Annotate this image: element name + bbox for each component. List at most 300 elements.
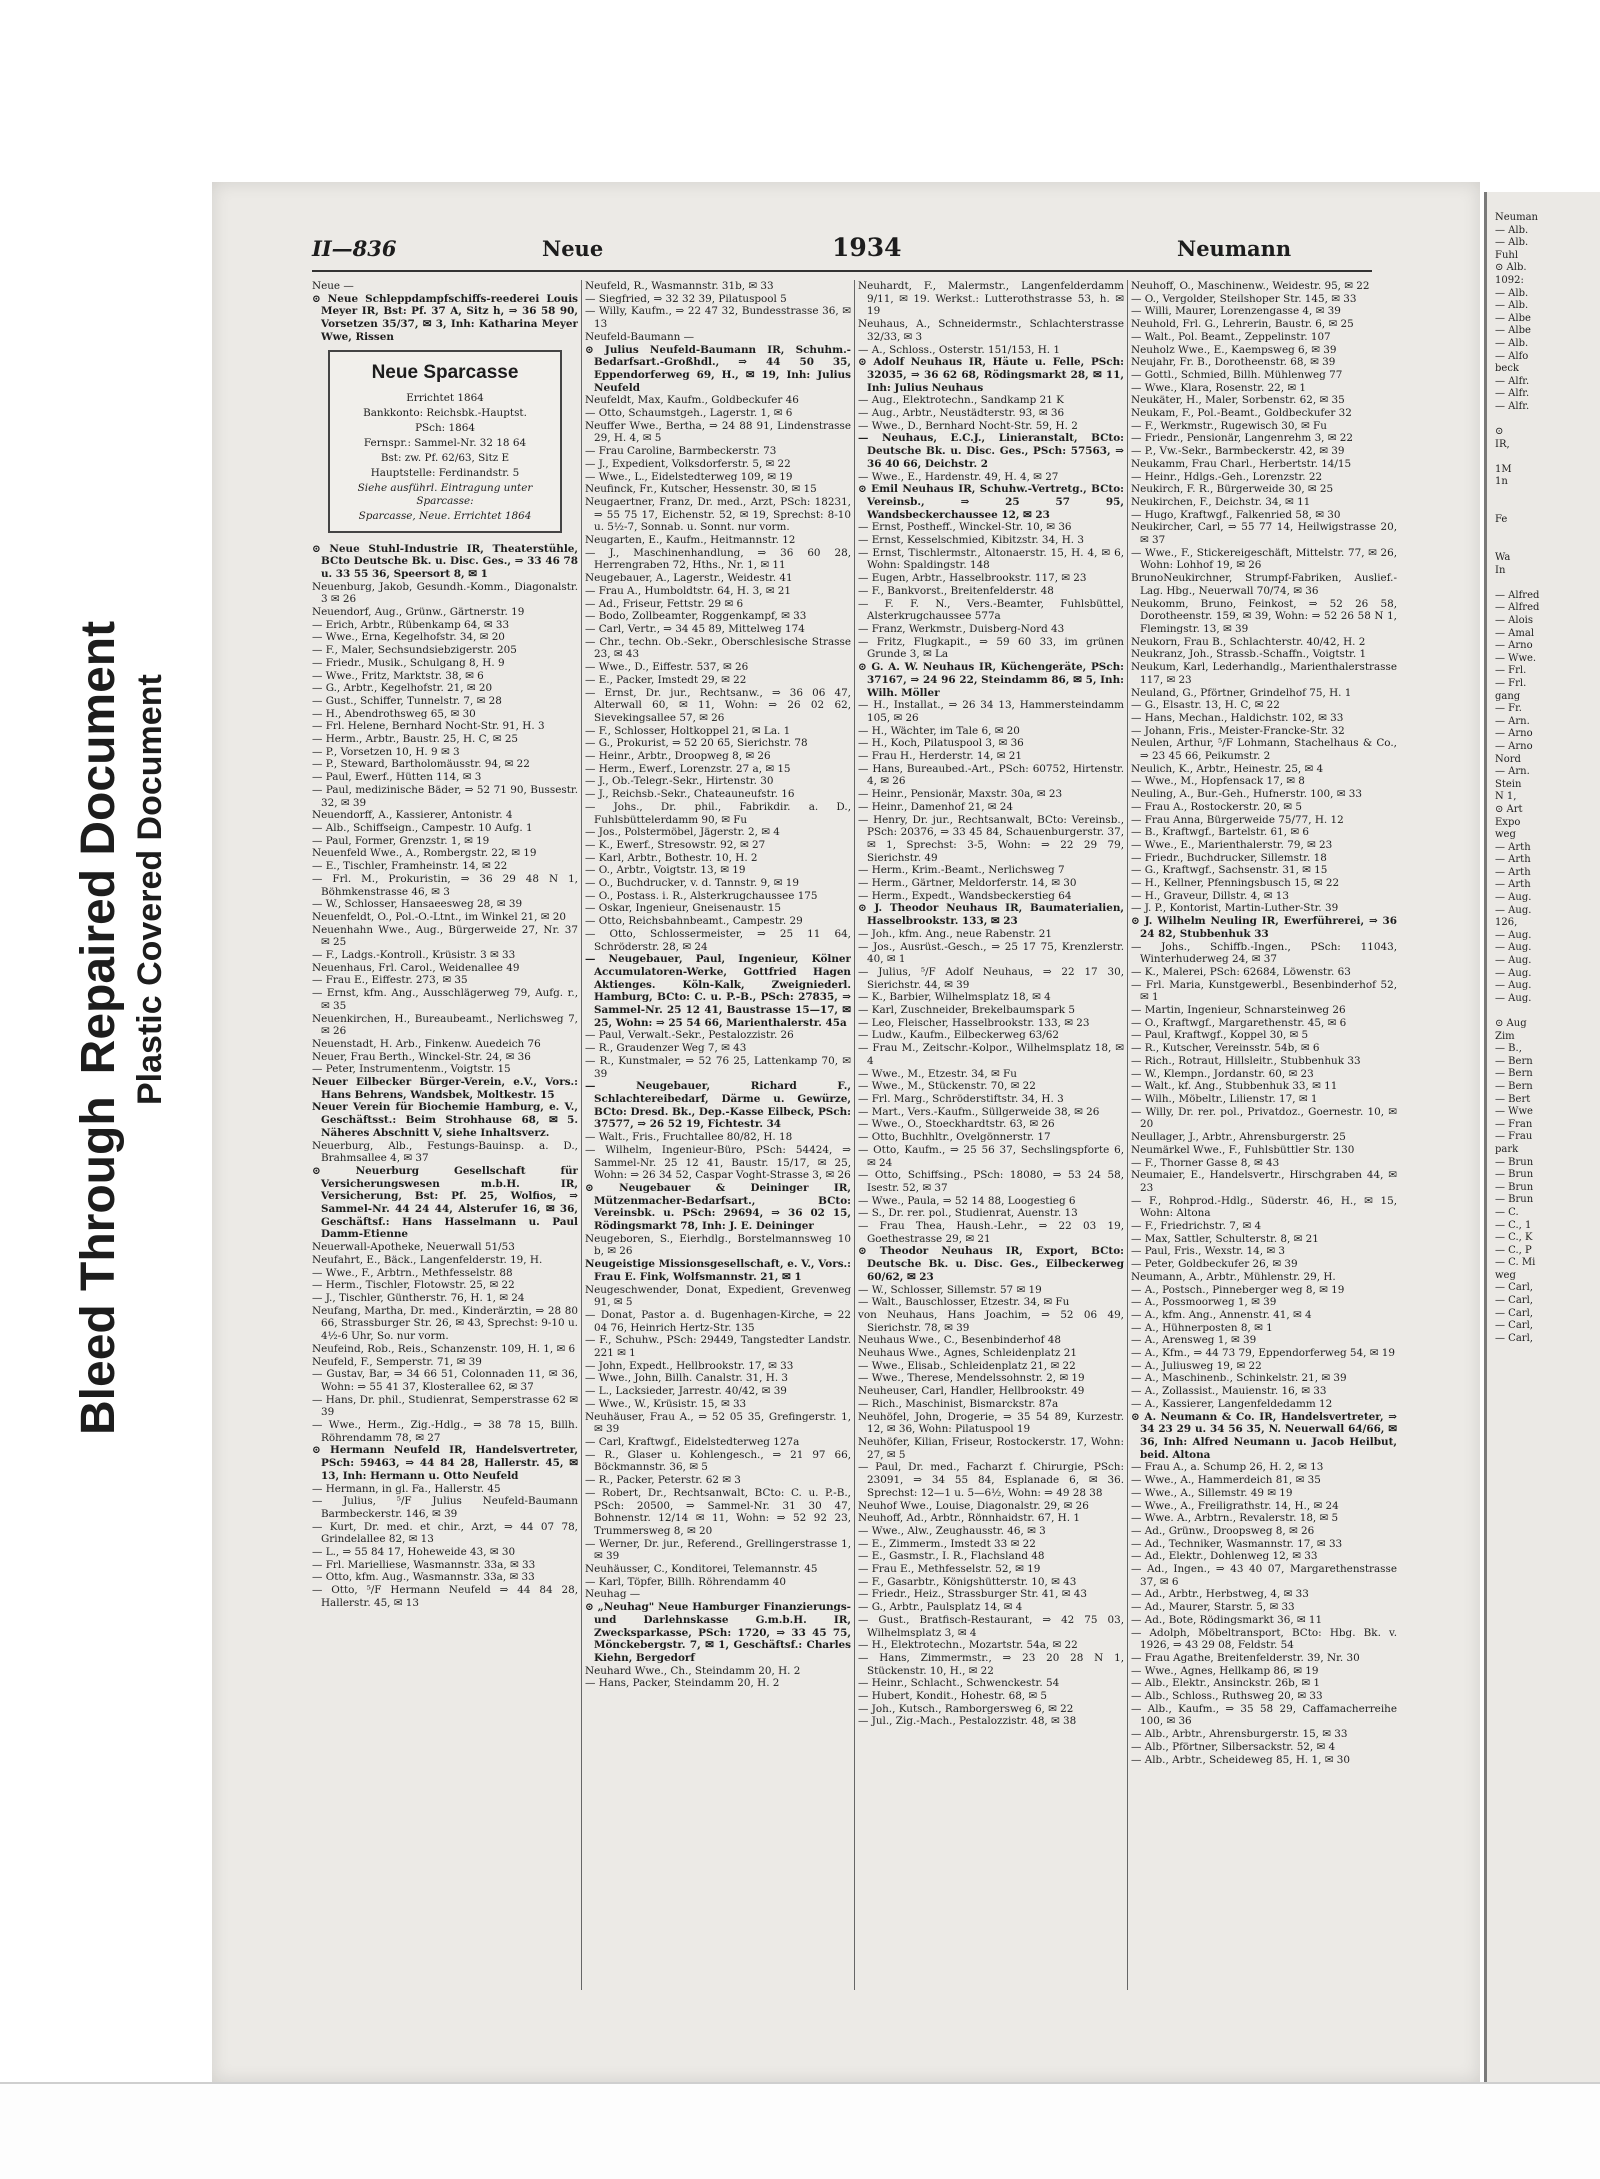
directory-entry: — A., Kfm., ⇒ 44 73 79, Eppendorferweg 54, ✉ 19 — [1131, 1347, 1395, 1360]
directory-entry: — Wwe., E., Hardenstr. 49, H. 4, ✉ 27 — [858, 470, 1059, 483]
adjacent-page-line: park — [1495, 1143, 1519, 1155]
directory-entry: ⊙ Neuerburg Gesellschaft für Versicherungswesen m.b.H. IR, Versicherung, Bst: Pf. 25, Wolfios, ⇒ Sammel-Nr. 44 24 44, Alsterufer 16, ✉ 36, Geschäftsf.: Hans Hasselmann u. Paul Damm-Etienne — [312, 1164, 578, 1241]
directory-entry: — F., Bankvorst., Breitenfelderstr. 48 — [858, 584, 1054, 597]
directory-entry: — Otto, Schiffsing., PSch: 18080, ⇒ 53 24 58, Isestr. 52, ✉ 37 — [858, 1169, 1124, 1194]
directory-entry: — Bodo, Zollbeamter, Roggenkampf, ✉ 33 — [585, 610, 807, 623]
directory-entry: — Siegfried, ⇒ 32 32 39, Pilatuspool 5 — [585, 292, 787, 305]
adjacent-page-line: — C., 1 — [1495, 1219, 1532, 1231]
directory-entry: Neuhold, Frl. G., Lehrerin, Baustr. 6, ✉ 25 — [1131, 318, 1354, 331]
directory-entry: — Karl, Zuschneider, Brekelbaumspark 5 — [858, 1004, 1075, 1017]
directory-entry: — F., Maler, Sechsundsiebzigerstr. 205 — [312, 644, 517, 657]
directory-entry: — Frau Thea, Haush.-Lehr., ⇒ 22 03 19, Goethestrasse 29, ✉ 21 — [858, 1220, 1124, 1245]
overlay-line-1 — [70, 495, 128, 1435]
directory-entry: — P., Steward, Bartholomäusstr. 94, ✉ 22 — [312, 758, 530, 771]
directory-entry: — O., Postass. i. R., Alsterkrugchaussee 175 — [585, 889, 818, 902]
directory-entry: — E., Zimmerm., Imstedt 33 ✉ 22 — [858, 1537, 1036, 1550]
overlay-plastic-covered: Plastic Covered Document — [131, 674, 169, 1105]
directory-entry: — Ludw., Kaufm., Eilbeckerweg 63/62 — [858, 1029, 1059, 1042]
adjacent-page-line: — Frau — [1495, 1131, 1533, 1143]
directory-entry: Neuenfeld Wwe., A., Rombergstr. 22, ✉ 19 — [312, 847, 537, 860]
sparcasse-advert-box — [328, 350, 562, 533]
directory-entry: — Heinr., Damenhof 21, ✉ 24 — [858, 800, 1014, 813]
directory-entry: — J. P., Kontorist, Martin-Luther-Str. 39 — [1131, 902, 1339, 915]
directory-entry: — F., Schuhw., PSch: 29449, Tangstedter Landstr. 221 ✉ 1 — [585, 1334, 851, 1360]
directory-entry: — Peter, Instrumentenm., Voigtstr. 15 — [312, 1063, 511, 1076]
advert-line: Bst: zw. Pf. 62/63, Sitz E — [380, 451, 510, 464]
directory-entry: — Frau A., Rostockerstr. 20, ✉ 5 — [1131, 800, 1302, 813]
adjacent-page-line: beck — [1495, 363, 1519, 375]
directory-entry: — Alb., Elektr., Ansinckstr. 26b, ✉ 1 — [1131, 1677, 1321, 1690]
directory-entry: — Wwe., Agnes, Hellkamp 86, ✉ 19 — [1131, 1664, 1319, 1677]
adjacent-page-line: — Brun — [1495, 1181, 1534, 1193]
adjacent-page-line: — C. — [1495, 1206, 1519, 1218]
directory-entry: Neugeschwender, Donat, Expedient, Grevenweg 91, ✉ 5 — [585, 1283, 851, 1309]
directory-entry: — O., Vergolder, Steilshoper Str. 145, ✉ 33 — [1131, 292, 1357, 305]
directory-entry: — S., Dr. rer. pol., Studienrat, Auenstr. 13 — [858, 1207, 1078, 1220]
directory-entry: — Wwe., Fritz, Marktstr. 38, ✉ 6 — [312, 669, 484, 682]
adjacent-page-line: 1n — [1495, 476, 1508, 488]
directory-entry: — Otto, Schaumstgeh., Lagerstr. 1, ✉ 6 — [585, 407, 793, 420]
directory-entry: Neuhaus, A., Schneidermstr., Schlachterstrasse 32/33, ✉ 3 — [858, 318, 1124, 343]
directory-entry: — Paul, Ewerf., Hütten 114, ✉ 3 — [312, 771, 482, 784]
directory-entry: — Ad., Friseur, Fettstr. 29 ✉ 6 — [585, 597, 744, 610]
directory-entry: — Johs., Dr. phil., Fabrikdir. a. D., Fuhlsbüttelerdamm 90, ✉ Fu — [585, 800, 851, 826]
directory-entry: — Hans, Packer, Steindamm 20, H. 2 — [585, 1677, 780, 1690]
directory-entry: — G., Arbtr., Paulsplatz 14, ✉ 4 — [858, 1601, 1023, 1614]
adjacent-page-line: gang — [1495, 690, 1521, 702]
directory-entry: — Ernst, Kesselschmied, Kibitzstr. 34, H. 3 — [858, 534, 1085, 547]
directory-entry: — Heinr., Arbtr., Droopweg 8, ✉ 26 — [585, 750, 771, 763]
adjacent-page-line: In — [1495, 564, 1506, 576]
directory-entry: — Gust., Bratfisch-Restaurant, ⇒ 42 75 03, Wilhelmsplatz 3, ✉ 4 — [858, 1613, 1124, 1639]
directory-entry: — Wilh., Möbeltr., Lilienstr. 17, ✉ 1 — [1131, 1093, 1318, 1105]
directory-entry: — A., kfm. Ang., Annenstr. 41, ✉ 4 — [1131, 1308, 1312, 1321]
directory-entry: — Aug., Elektrotechn., Sandkamp 21 K — [858, 394, 1064, 407]
scan-bottom-margin — [0, 2082, 1600, 2179]
directory-entry: — A., Postsch., Pinneberger weg 8, ✉ 19 — [1131, 1283, 1345, 1296]
directory-entry: — Alb., Schloss., Ruthsweg 20, ✉ 33 — [1131, 1690, 1323, 1703]
directory-entry: Neuer, Frau Berth., Winckel-Str. 24, ✉ 36 — [312, 1050, 531, 1063]
directory-entry: Neuhöfer, Kilian, Friseur, Rostockerstr. 17, Wohn: 27, ✉ 5 — [858, 1435, 1124, 1461]
directory-entry: — Walt., Bauschlosser, Etzestr. 34, ✉ Fu — [858, 1296, 1070, 1309]
directory-entry: — Alb., Arbtr., Ahrensburgerstr. 15, ✉ 33 — [1131, 1728, 1348, 1741]
advert-line: Siehe ausführl. Eintragung unter Sparcasse: — [357, 481, 533, 507]
directory-entry: Neufeld, F., Semperstr. 71, ✉ 39 — [312, 1355, 482, 1368]
directory-entry: — F., Gasarbtr., Königshütterstr. 10, ✉ 43 — [858, 1575, 1077, 1588]
overlay-text — [70, 495, 172, 1435]
directory-entry: — Kurt, Dr. med. et chir., Arzt, ⇒ 44 07 78, Grindelallee 82, ✉ 13 — [312, 1520, 578, 1546]
directory-entry: — Paul, Verwalt.-Sekr., Pestalozzistr. 26 — [585, 1029, 794, 1042]
directory-entry: Neufeind, Rob., Reis., Schanzenstr. 109, H. 1, ✉ 6 — [312, 1342, 576, 1355]
directory-entry: — L., Lacksieder, Jarrestr. 40/42, ✉ 39 — [585, 1385, 787, 1398]
directory-entry: — Frau A., Humboldtstr. 64, H. 3, ✉ 21 — [585, 584, 792, 597]
adjacent-page-line: — Fr. — [1495, 703, 1522, 715]
directory-entry: — H., Koch, Pilatuspool 3, ✉ 36 — [858, 737, 1024, 750]
directory-entry: Neuling, A., Bur.-Geh., Hufnerstr. 100, ✉ 33 — [1131, 788, 1362, 801]
directory-entry: — P., Vw.-Sekr., Barmbeckerstr. 42, ✉ 39 — [1131, 445, 1345, 458]
directory-entry: — Wwe., Paula, ⇒ 52 14 88, Loogestieg 6 — [858, 1194, 1076, 1207]
adjacent-page-line — [1487, 539, 1600, 552]
directory-entry: Neufeld, R., Wasmannstr. 31b, ✉ 33 — [585, 280, 774, 292]
overlay-repaired: Repaired Document — [72, 620, 125, 1075]
directory-entry: Neuenhahn Wwe., Aug., Bürgerweide 27, Nr. 37 ✉ 25 — [312, 923, 578, 949]
adjacent-page-line: — Carl, — [1495, 1295, 1533, 1307]
adjacent-page-line: ⊙ Aug — [1495, 1018, 1527, 1029]
directory-entry: — Rich., Rotraut, Hillsleitr., Stubbenhuk 33 — [1131, 1054, 1361, 1067]
directory-entry: — Werner, Dr. jur., Referend., Grellingerstrasse 1, ✉ 39 — [585, 1537, 851, 1563]
directory-entry: — Frau M., Zeitschr.-Kolpor., Wilhelmsplatz 18, ✉ 4 — [858, 1042, 1124, 1067]
adjacent-page-line: — Brun — [1495, 1194, 1534, 1206]
directory-entry: — Walt., Pol. Beamt., Zeppelinstr. 107 — [1131, 330, 1331, 343]
directory-entry: — Karl, Arbtr., Bothestr. 10, H. 2 — [585, 851, 758, 864]
directory-entry: — Willi, Maurer, Lorenzengasse 4, ✉ 39 — [1131, 305, 1341, 318]
directory-entry: — Wwe., Klara, Rosenstr. 22, ✉ 1 — [1131, 381, 1307, 394]
directory-entry: Neumärkel Wwe., F., Fuhlsbüttler Str. 130 — [1131, 1143, 1355, 1156]
directory-entry: — Herm., Ewerf., Lorenzstr. 27 a, ✉ 15 — [585, 762, 791, 775]
overlay-bleed-through: Bleed Through — [72, 1096, 125, 1435]
directory-entry: — W., Klempn., Jordanstr. 60, ✉ 23 — [1131, 1067, 1314, 1080]
directory-entry: — Frl. Maria, Kunstgewerbl., Besenbinderhof 52, ✉ 1 — [1131, 978, 1397, 1004]
directory-entry: ⊙ Hermann Neufeld IR, Handelsvertreter, PSch: 59463, ⇒ 44 84 28, Hallerstr. 45, ✉ 13, Inh: Hermann u. Otto Neufeld — [312, 1444, 578, 1482]
adjacent-page-line: — Arn. — [1495, 715, 1530, 727]
advert-line: Errichtet 1864 — [406, 391, 484, 404]
directory-entry: — Wwe., M., Hopfensack 17, ✉ 8 — [1131, 775, 1305, 788]
directory-entry: — F. F. N., Vers.-Beamter, Fuhlsbüttel, Alsterkrugchaussee 577a — [858, 597, 1124, 623]
advert-title: Neue Sparcasse — [371, 361, 519, 383]
directory-entry: — Ad., Ingen., ⇒ 43 40 07, Margarethenstrasse 37, ✉ 6 — [1131, 1563, 1397, 1588]
directory-entry: — Wwe., Erna, Kegelhofstr. 34, ✉ 20 — [312, 631, 505, 644]
adjacent-page-line: N 1, — [1495, 791, 1517, 803]
directory-entry: — E., Packer, Imstedt 29, ✉ 22 — [585, 673, 747, 686]
directory-entry: ⊙ Theodor Neuhaus IR, Export, BCto: Deutsche Bk. u. Disc. Ges., Eilbeckerweg 60/62, ✉ 23 — [858, 1245, 1124, 1283]
directory-entry: — Wwe., Elisab., Schleidenplatz 21, ✉ 22 — [858, 1359, 1076, 1372]
directory-entry: Neujahr, Fr. B., Dorotheenstr. 68, ✉ 39 — [1131, 356, 1336, 369]
directory-entry: — G., Arbtr., Kegelhofstr. 21, ✉ 20 — [312, 682, 493, 695]
adjacent-page-line — [1487, 451, 1600, 464]
directory-entry: — Frau E., Methfesselstr. 52, ✉ 19 — [858, 1563, 1041, 1576]
directory-entry: Neukomm, Bruno, Feinkost, ⇒ 52 26 58, Dorotheenstr. 159, ✉ 39, Wohn: ⇒ 52 26 58 N 1, Flemingstr. 13, ✉ 39 — [1131, 597, 1397, 635]
directory-entry: — O., Arbtr., Voigtstr. 13, ✉ 19 — [585, 864, 746, 877]
directory-entry: ⊙ A. Neumann & Co. IR, Handelsvertreter, ⇒ 34 23 29 u. 34 56 35, N. Neuerwall 64/66, ✉ 36, Inh: Alfred Neumann u. Jacob Heilbut, beid. Altona — [1131, 1410, 1397, 1461]
directory-entry: — Ad., Elektr., Dohlenweg 12, ✉ 33 — [1131, 1550, 1318, 1563]
directory-entry: Neuhag — — [585, 1588, 641, 1601]
directory-entry: Neuhof Wwe., Louise, Diagonalstr. 29, ✉ 26 — [858, 1499, 1089, 1512]
directory-entry: — Ad., Techniker, Wasmannstr. 17, ✉ 33 — [1131, 1537, 1343, 1550]
adjacent-page-line: Fuhl — [1495, 249, 1519, 261]
directory-entry: — Ernst, Dr. jur., Rechtsanw., ⇒ 36 06 47, Alterwall 60, ✉ 11, Wohn: ⇒ 26 02 62, Sievekingsallee 57, ✉ 26 — [585, 686, 851, 724]
directory-entry: Neugebauer, A., Lagerstr., Weidestr. 41 — [585, 572, 793, 585]
directory-entry: — Frau H., Herderstr. 14, ✉ 21 — [858, 750, 1022, 763]
adjacent-page-line: Fe — [1495, 514, 1508, 526]
directory-entry: — J., Reichsb.-Sekr., Chateauneufstr. 16 — [585, 788, 795, 801]
adjacent-page-line — [1487, 414, 1600, 427]
directory-entry: — Neugebauer, Paul, Ingenieur, Kölner Accumulatoren-Werke, Gottfried Hagen Aktienges. Köln-Kalk, Zweigniederl. Hamburg, BCto: C. u. P.-B., PSch: 27835, ⇒ Sammel-Nr. 25 12 41, Baustrasse 15—17, ✉ 25, Wohn: ⇒ 25 54 66, Marienthalerstr. 45a — [585, 953, 851, 1029]
directory-entry: von Neuhaus, Hans Joachim, ⇒ 52 06 49, Sierichstr. 78, ✉ 39 — [858, 1308, 1124, 1334]
adjacent-page-line: Zim — [1495, 1030, 1515, 1042]
adjacent-page-line: — Wwe — [1495, 1106, 1533, 1118]
directory-entry: — Friedr., Buchdrucker, Sillemstr. 18 — [1131, 851, 1327, 864]
directory-entry: — Wwe., A., Sillemstr. 49 ✉ 19 — [1131, 1486, 1293, 1499]
directory-entry: — Adolph, Möbeltransport, BCto: Hbg. Bk. v. 1926, ⇒ 43 29 08, Feldstr. 54 — [1131, 1626, 1397, 1652]
directory-entry: Neufinck, Fr., Kutscher, Hessenstr. 30, ✉ 15 — [585, 483, 817, 496]
directory-entry: Neumann, A., Arbtr., Mühlenstr. 29, H. — [1131, 1270, 1336, 1283]
directory-entry: — O., Kraftwgf., Margarethenstr. 45, ✉ 6 — [1131, 1016, 1347, 1029]
directory-entry: Neuendorff, A., Kassierer, Antonistr. 4 — [312, 809, 513, 822]
directory-entry: Neuhäuser, Frau A., ⇒ 52 05 35, Grefingerstr. 1, ✉ 39 — [585, 1410, 851, 1436]
directory-entry: — Aug., Arbtr., Neustädterstr. 93, ✉ 36 — [858, 407, 1065, 420]
directory-entry: — G., Prokurist, ⇒ 52 20 65, Sierichstr. 78 — [585, 737, 808, 750]
adjacent-page-line: — Alfred — [1495, 589, 1540, 601]
adjacent-page-line: — Wwe. — [1495, 652, 1537, 664]
directory-entry: Neufeld-Baumann — — [585, 330, 695, 343]
directory-entry: — Julius, ⁵/F Adolf Neuhaus, ⇒ 22 17 30, Sierichstr. 44, ✉ 39 — [858, 965, 1124, 991]
directory-entry: — Wwe., Therese, Mendelssohnstr. 2, ✉ 19 — [858, 1372, 1085, 1385]
directory-entry: — Herm., Expedt., Wandsbeckerstieg 64 — [858, 889, 1072, 902]
column-4 — [1131, 280, 1397, 1990]
directory-entry: Neuffer Wwe., Bertha, ⇒ 24 88 91, Lindenstrasse 29, H. 4, ✉ 5 — [585, 419, 851, 445]
adjacent-page-line: — Bert — [1495, 1093, 1531, 1105]
adjacent-page-line: — Amal — [1495, 627, 1535, 639]
advert-line: Fernspr.: Sammel-Nr. 32 18 64 — [363, 436, 527, 449]
directory-entry: Neuhard Wwe., Ch., Steindamm 20, H. 2 — [585, 1664, 801, 1677]
directory-entry: Neukircher, Carl, ⇒ 55 77 14, Heilwigstrasse 20, ✉ 37 — [1131, 521, 1397, 547]
directory-entry: — A., Maschinenb., Schinkelstr. 21, ✉ 39 — [1131, 1372, 1347, 1385]
directory-entry: — H., Wächter, im Tale 6, ✉ 20 — [858, 724, 1020, 737]
advert-line: Bankkonto: Reichsbk.-Hauptst. — [363, 406, 527, 419]
directory-entry: Neugaertner, Franz, Dr. med., Arzt, PSch: 18231, ⇒ 55 75 17, Eichenstr. 52, ✉ 19, Sprechst: 8-10 u. 5½-7, Sonnab. u. Sonnt. nur vorm. — [585, 495, 851, 534]
directory-entry: — F., Thorner Gasse 8, ✉ 43 — [1131, 1156, 1280, 1169]
directory-entry: — Wwe., E., Marienthalerstr. 79, ✉ 23 — [1131, 838, 1333, 851]
directory-entry: — F., Ladgs.-Kontroll., Krüsistr. 3 ✉ 33 — [312, 949, 516, 962]
adjacent-page-line: — B., — [1495, 1043, 1522, 1055]
directory-entry: — Joh., kfm. Ang., neue Rabenstr. 21 — [858, 927, 1052, 940]
directory-entry: — Eugen, Arbtr., Hasselbrookstr. 117, ✉ 23 — [858, 572, 1087, 585]
directory-entry: ⊙ Neugebauer & Deininger IR, Mützenmacher-Bedarfsart., BCto: Vereinsbk. u. PSch: 29694, ⇒ 36 02 15, Rödingsmarkt 78, Inh: J. E. Deininger — [585, 1181, 851, 1233]
directory-entry: — Peter, Goldbeckufer 26, ✉ 39 — [1131, 1258, 1298, 1271]
adjacent-page-line: — Aug. — [1495, 980, 1532, 992]
directory-entry: — Hans, Dr. phil., Studienrat, Semperstrasse 62 ✉ 39 — [312, 1393, 578, 1419]
directory-entry: — B., Kraftwgf., Bartelstr. 61, ✉ 6 — [1131, 826, 1309, 839]
adjacent-page-line: — Alb. — [1495, 300, 1529, 312]
adjacent-page-line: 1092: — [1495, 274, 1524, 286]
directory-entry: — Paul, Former, Grenzstr. 1, ✉ 19 — [312, 834, 490, 847]
directory-entry: — R., Kunstmaler, ⇒ 52 76 25, Lattenkamp 70, ✉ 39 — [585, 1054, 851, 1080]
directory-entry: Neufang, Martha, Dr. med., Kinderärztin, ⇒ 28 80 66, Strassburger Str. 26, ✉ 43, Sprechst: 9-10 u. 4½-6 Uhr, So. nur vorm. — [312, 1304, 578, 1343]
directory-entry: — O., Buchdrucker, v. d. Tannstr. 9, ✉ 19 — [585, 877, 799, 890]
directory-entry: Neumaier, E., Handelsvertr., Hirschgraben 44, ✉ 23 — [1131, 1169, 1397, 1194]
directory-entry: — Frau Anna, Bürgerweide 75/77, H. 12 — [1131, 813, 1344, 826]
adjacent-page-line: — Alb. — [1495, 287, 1529, 299]
directory-entry: — Carl, Vertr., ⇒ 34 45 89, Mittelweg 174 — [585, 622, 805, 635]
directory-entry: — H., Graveur, Dillstr. 4, ✉ 13 — [1131, 889, 1289, 902]
directory-entry: — Wwe., D., Eiffestr. 537, ✉ 26 — [585, 661, 749, 674]
directory-entry: — P., Vorsetzen 10, H. 9 ✉ 3 — [312, 745, 460, 758]
directory-entry: — Ernst, Postheff., Winckel-Str. 10, ✉ 36 — [858, 521, 1072, 534]
adjacent-page-line: — Arth — [1495, 879, 1531, 891]
directory-entry: — Fritz, Flugkapit., ⇒ 59 60 33, im grünen Grunde 3, ✉ La — [858, 635, 1124, 661]
directory-entry: — A., Kassierer, Langenfeldedamm 12 — [1131, 1397, 1333, 1410]
directory-entry: — Wwe., L., Eidelstedterweg 109, ✉ 19 — [585, 470, 793, 483]
adjacent-page-line — [1487, 489, 1600, 502]
directory-entry: — Frl. M., Prokuristin, ⇒ 36 29 48 N 1, Böhmkenstrasse 46, ✉ 3 — [312, 872, 578, 898]
directory-entry: — Alb., Schiffseign., Campestr. 10 Aufg. 1 — [312, 821, 533, 834]
directory-entry: — Wwe., A., Hammerdeich 81, ✉ 35 — [1131, 1474, 1321, 1487]
adjacent-page-line: ⊙ Art — [1495, 803, 1523, 815]
directory-entry: Neuer Verein für Biochemie Hamburg, e. V., Geschäftsst.: Beim Strohhause 68, ✉ 5. Näheres Abschnitt V, siehe Inhaltsverz. — [312, 1101, 578, 1139]
directory-entry: — Ad., Bote, Rödingsmarkt 36, ✉ 11 — [1131, 1613, 1323, 1626]
directory-entry: — Ernst, Tischlermstr., Altonaerstr. 15, H. 4, ✉ 6, Wohn: Spaldingstr. 148 — [858, 546, 1124, 572]
adjacent-page-line: — Arno — [1495, 740, 1533, 752]
directory-entry: — John, Expedt., Hellbrookstr. 17, ✉ 33 — [585, 1359, 794, 1372]
directory-entry: Neullager, J., Arbtr., Ahrensburgerstr. 25 — [1131, 1131, 1346, 1144]
directory-entry: — W., Schlosser, Sillemstr. 57 ✉ 19 — [858, 1283, 1042, 1296]
directory-entry: ⊙ G. A. W. Neuhaus IR, Küchengeräte, PSch: 37167, ⇒ 24 96 22, Steindamm 86, ✉ 5, Inh: Wilh. Möller — [858, 661, 1124, 699]
directory-entry: — G., Kraftwgf., Sachsenstr. 31, ✉ 15 — [1131, 864, 1328, 877]
directory-entry: — Leo, Fleischer, Hasselbrookstr. 133, ✉ 23 — [858, 1016, 1090, 1029]
directory-entry: — K., Malerei, PSch: 62684, Löwenstr. 63 — [1131, 965, 1351, 978]
adjacent-page-line: ⊙ Alb. — [1495, 262, 1527, 274]
directory-entry: — Donat, Pastor a. d. Bugenhagen-Kirche, ⇒ 22 04 76, Heinrich Hertz-Str. 135 — [585, 1308, 851, 1334]
adjacent-page-line: — Bern — [1495, 1055, 1533, 1067]
adjacent-page-line — [1487, 527, 1600, 540]
adjacent-page-line: — C. Mi — [1495, 1257, 1536, 1269]
directory-entry: — Herm., Tischler, Flotowstr. 25, ✉ 22 — [312, 1279, 515, 1292]
directory-entry: — Franz, Werkmstr., Duisberg-Nord 43 — [858, 622, 1065, 635]
directory-entry: — Wwe., Herm., Zig.-Hdlg., ⇒ 38 78 15, Billh. Röhrendamm 78, ✉ 27 — [312, 1419, 578, 1444]
directory-entry: Neukum, Karl, Lederhandlg., Marienthalerstrasse 117, ✉ 23 — [1131, 661, 1397, 686]
adjacent-page-line — [1487, 577, 1600, 590]
directory-entry: — A., Zollassist., Mauienstr. 16, ✉ 33 — [1131, 1385, 1327, 1398]
directory-entry: — H., Installat., ⇒ 26 34 13, Hammersteindamm 105, ✉ 26 — [858, 699, 1124, 724]
adjacent-page-line: — C., P — [1495, 1244, 1532, 1256]
directory-entry: — Wwe., F., Stickereigeschäft, Mittelstr. 77, ✉ 26, Wohn: Lohhof 19, ✉ 26 — [1131, 546, 1397, 572]
directory-entry: Neuenstadt, H. Arb., Finkenw. Auedeich 76 — [312, 1037, 541, 1050]
directory-entry: Neukirch, F. R., Bürgerweide 30, ✉ 25 — [1131, 483, 1334, 496]
directory-entry: — Frl. Marg., Schröderstiftstr. 34, H. 3 — [858, 1093, 1064, 1105]
directory-entry: — J., Maschinenhandlung, ⇒ 36 60 28, Herrengraben 72, Hths., Nr. 1, ✉ 11 — [585, 546, 851, 572]
directory-entry: — Gust., Schiffer, Tunnelstr. 7, ✉ 28 — [312, 694, 502, 707]
adjacent-page-line: — Bern — [1495, 1080, 1533, 1092]
directory-entry: Neukäter, H., Maler, Sorbenstr. 62, ✉ 35 — [1131, 394, 1345, 407]
directory-entry: Neuhoff, O., Maschinenw., Weidestr. 95, ✉ 22 — [1131, 280, 1370, 292]
adjacent-page-line: — Arno — [1495, 640, 1533, 652]
directory-entry: ⊙ J. Theodor Neuhaus IR, Baumaterialien, Hasselbrookstr. 133, ✉ 23 — [858, 902, 1124, 928]
directory-entry: — J., Ob.-Telegr.-Sekr., Hirtenstr. 30 — [585, 775, 774, 788]
adjacent-page-line: Nord — [1495, 753, 1521, 765]
adjacent-page-line: Wa — [1495, 552, 1511, 564]
adjacent-page-line: — Carl, — [1495, 1307, 1533, 1319]
directory-entry: — Johs., Schiffb.-Ingen., PSch: 11043, Winterhuderweg 24, ✉ 37 — [1131, 940, 1397, 966]
directory-entry: — Otto, Schlossermeister, ⇒ 25 11 64, Schröderstr. 28, ✉ 24 — [585, 927, 851, 953]
directory-entry: — Ad., Arbtr., Herbstweg, 4, ✉ 33 — [1131, 1588, 1309, 1601]
directory-entry: — A., Schloss., Osterstr. 151/153, H. 1 — [858, 343, 1061, 356]
directory-entry: — K., Ewerf., Stresowstr. 92, ✉ 27 — [585, 838, 766, 851]
directory-entry: — Ad., Maurer, Starstr. 5, ✉ 33 — [1131, 1601, 1295, 1614]
directory-entry: Neuhaus Wwe., C., Besenbinderhof 48 — [858, 1334, 1061, 1347]
directory-entry: Neulich, K., Arbtr., Heinestr. 25, ✉ 4 — [1131, 762, 1324, 775]
directory-entry: — Johann, Fris., Meister-Francke-Str. 32 — [1131, 724, 1345, 737]
directory-entry: Neukorn, Frau B., Schlachterstr. 40/42, H. 2 — [1131, 635, 1366, 648]
directory-entry: — Wwe., A., Freiligrathstr. 14, H., ✉ 24 — [1131, 1499, 1339, 1512]
directory-entry: — F., Friedrichstr. 7, ✉ 4 — [1131, 1220, 1262, 1233]
directory-entry: — Hubert, Kondit., Hohestr. 68, ✉ 5 — [858, 1690, 1048, 1703]
page-header — [312, 230, 1372, 272]
adjacent-page-line: — Arth — [1495, 841, 1531, 853]
adjacent-page-line — [1487, 502, 1600, 515]
directory-entry: Neuendorf, Aug., Grünw., Gärtnerstr. 19 — [312, 606, 525, 619]
directory-entry: — Wwe., M., Stückenstr. 70, ✉ 22 — [858, 1080, 1036, 1093]
adjacent-page-line: — Alb. — [1495, 224, 1529, 236]
directory-entry: — Ad., Grünw., Droopsweg 8, ✉ 26 — [1131, 1524, 1315, 1537]
directory-entry: — Martin, Ingenieur, Schnarsteinweg 26 — [1131, 1004, 1346, 1017]
directory-entry: ⊙ Adolf Neuhaus IR, Häute u. Felle, PSch: 32035, ⇒ 36 62 68, Rödingsmarkt 28, ✉ 11, Inh: Julius Neuhaus — [858, 356, 1124, 394]
directory-entry: — J., Tischler, Güntherstr. 76, H. 1, ✉ 24 — [312, 1292, 525, 1304]
directory-entry: ⊙ Emil Neuhaus IR, Schuhw.-Vertretg., BCto: Vereinsb., ⇒ 25 57 95, Wandsbeckerchaussee 12, ✉ 23 — [858, 483, 1124, 521]
directory-entry: — Paul, Kraftwgf., Koppel 30, ✉ 5 — [1131, 1029, 1309, 1042]
directory-entry: Neugarten, E., Kaufm., Heitmannstr. 12 — [585, 534, 796, 547]
directory-entry: — Wwe., M., Etzestr. 34, ✉ Fu — [858, 1067, 1017, 1080]
directory-entry: — Otto, kfm. Aug., Wasmannstr. 33a, ✉ 33 — [312, 1571, 535, 1584]
directory-entry: Neuenburg, Jakob, Gesundh.-Komm., Diagonalstr. 3 ✉ 26 — [312, 580, 578, 606]
overlay-label — [70, 495, 180, 1435]
directory-entry: — G., Elsastr. 13, H. C, ✉ 22 — [1131, 699, 1280, 712]
directory-entry: ⊙ Julius Neufeld-Baumann IR, Schuhm.-Bedarfsart.-Großhdl., ⇒ 44 50 35, Eppendorferweg 69, H., ✉ 19, Inh: Julius Neufeld — [585, 343, 851, 394]
adjacent-page-line: — Aug. — [1495, 992, 1532, 1004]
directory-entry: — Herm., Krim.-Beamt., Nerlichsweg 7 — [858, 864, 1065, 877]
directory-entry: — Herm., Arbtr., Baustr. 25, H. C, ✉ 25 — [312, 733, 519, 746]
directory-entry: — Jos., Ausrüst.-Gesch., ⇒ 25 17 75, Krenzlerstr. 40, ✉ 1 — [858, 940, 1124, 966]
directory-entry: — L., ⇒ 55 84 17, Hoheweide 43, ✉ 30 — [312, 1546, 516, 1559]
adjacent-page-line: — Aug. — [1495, 904, 1532, 916]
directory-entry: BrunoNeukirchner, Strumpf-Fabriken, Auslief.-Lag. Hbg., Neuerwall 70/74, ✉ 36 — [1131, 572, 1397, 597]
directory-entry: — Wwe., Alw., Zeughausstr. 46, ✉ 3 — [858, 1524, 1046, 1537]
directory-entry: Neuerburg, Alb., Festungs-Bauinsp. a. D., Brahmsallee 4, ✉ 37 — [312, 1139, 578, 1165]
adjacent-page-line: — Alfr. — [1495, 388, 1530, 400]
directory-entry: — Wwe., F., Arbtrn., Methfesselstr. 88 — [312, 1266, 513, 1279]
adjacent-page-line: — Brun — [1495, 1156, 1534, 1168]
directory-entry: — Julius, ⁵/F Julius Neufeld-Baumann Barmbeckerstr. 146, ✉ 39 — [312, 1495, 578, 1520]
directory-entry: — Ernst, kfm. Ang., Ausschlägerweg 79, Aufg. r., ✉ 35 — [312, 987, 578, 1012]
directory-entry: — Max, Sattler, Schulterstr. 8, ✉ 21 — [1131, 1232, 1319, 1245]
adjacent-page-line: Expo — [1495, 816, 1521, 828]
column-1 — [312, 280, 578, 1990]
directory-entry: — A., Arensweg 1, ✉ 39 — [1131, 1334, 1257, 1347]
directory-entry: — Frl. Marielliese, Wasmannstr. 33a, ✉ 33 — [312, 1558, 536, 1571]
directory-entry: — Otto, Buchhltr., Ovelgönnerstr. 17 — [858, 1131, 1051, 1144]
directory-entry: — H., Abendrothsweg 65, ✉ 30 — [312, 707, 476, 720]
adjacent-page-line: Neuman — [1495, 212, 1538, 223]
directory-entry: — E., Gasmstr., I. R., Flachsland 48 — [858, 1550, 1045, 1563]
directory-page — [212, 182, 1480, 2082]
directory-entry: — Gottl., Schmied, Billh. Mühlenweg 77 — [1131, 368, 1343, 381]
directory-entry: — R., Glaser u. Kohlengesch., ⇒ 21 97 66, Böckmannstr. 36, ✉ 5 — [585, 1448, 851, 1474]
advert-line: PSch: 1864 — [415, 421, 475, 434]
directory-entry: Neukamm, Frau Charl., Herbertstr. 14/15 — [1131, 457, 1352, 470]
adjacent-page-line — [1487, 1005, 1600, 1018]
directory-entry: — Frl. Helene, Bernhard Nocht-Str. 91, H. 3 — [312, 720, 545, 733]
directory-entry: — R., Packer, Peterstr. 62 ✉ 3 — [585, 1474, 741, 1487]
directory-entry: — Chr., techn. Ob.-Sekr., Oberschlesische Strasse 23, ✉ 43 — [585, 635, 851, 661]
directory-entry: Neuhardt, F., Malermstr., Langenfelderdamm 9/11, ✉ 19. Werkst.: Lutterothstrasse 53, h. ✉ 19 — [858, 280, 1124, 318]
header-left-word: Neue — [542, 236, 604, 261]
directory-entry: — F., Rohprod.-Hdlg., Süderstr. 46, H., ✉ 15, Wohn: Altona — [1131, 1194, 1397, 1220]
directory-entry: Neukirchen, F., Deichstr. 34, ✉ 11 — [1131, 495, 1311, 508]
adjacent-page-line: — Albe — [1495, 312, 1531, 324]
adjacent-page-line: ⊙ — [1495, 426, 1504, 438]
directory-entry: — Frau A., a. Schump 26, H. 2, ✉ 13 — [1131, 1461, 1324, 1474]
directory-entry: — Wwe., D., Bernhard Nocht-Str. 59, H. 2 — [858, 419, 1078, 432]
adjacent-page-line: — Aug. — [1495, 892, 1532, 904]
